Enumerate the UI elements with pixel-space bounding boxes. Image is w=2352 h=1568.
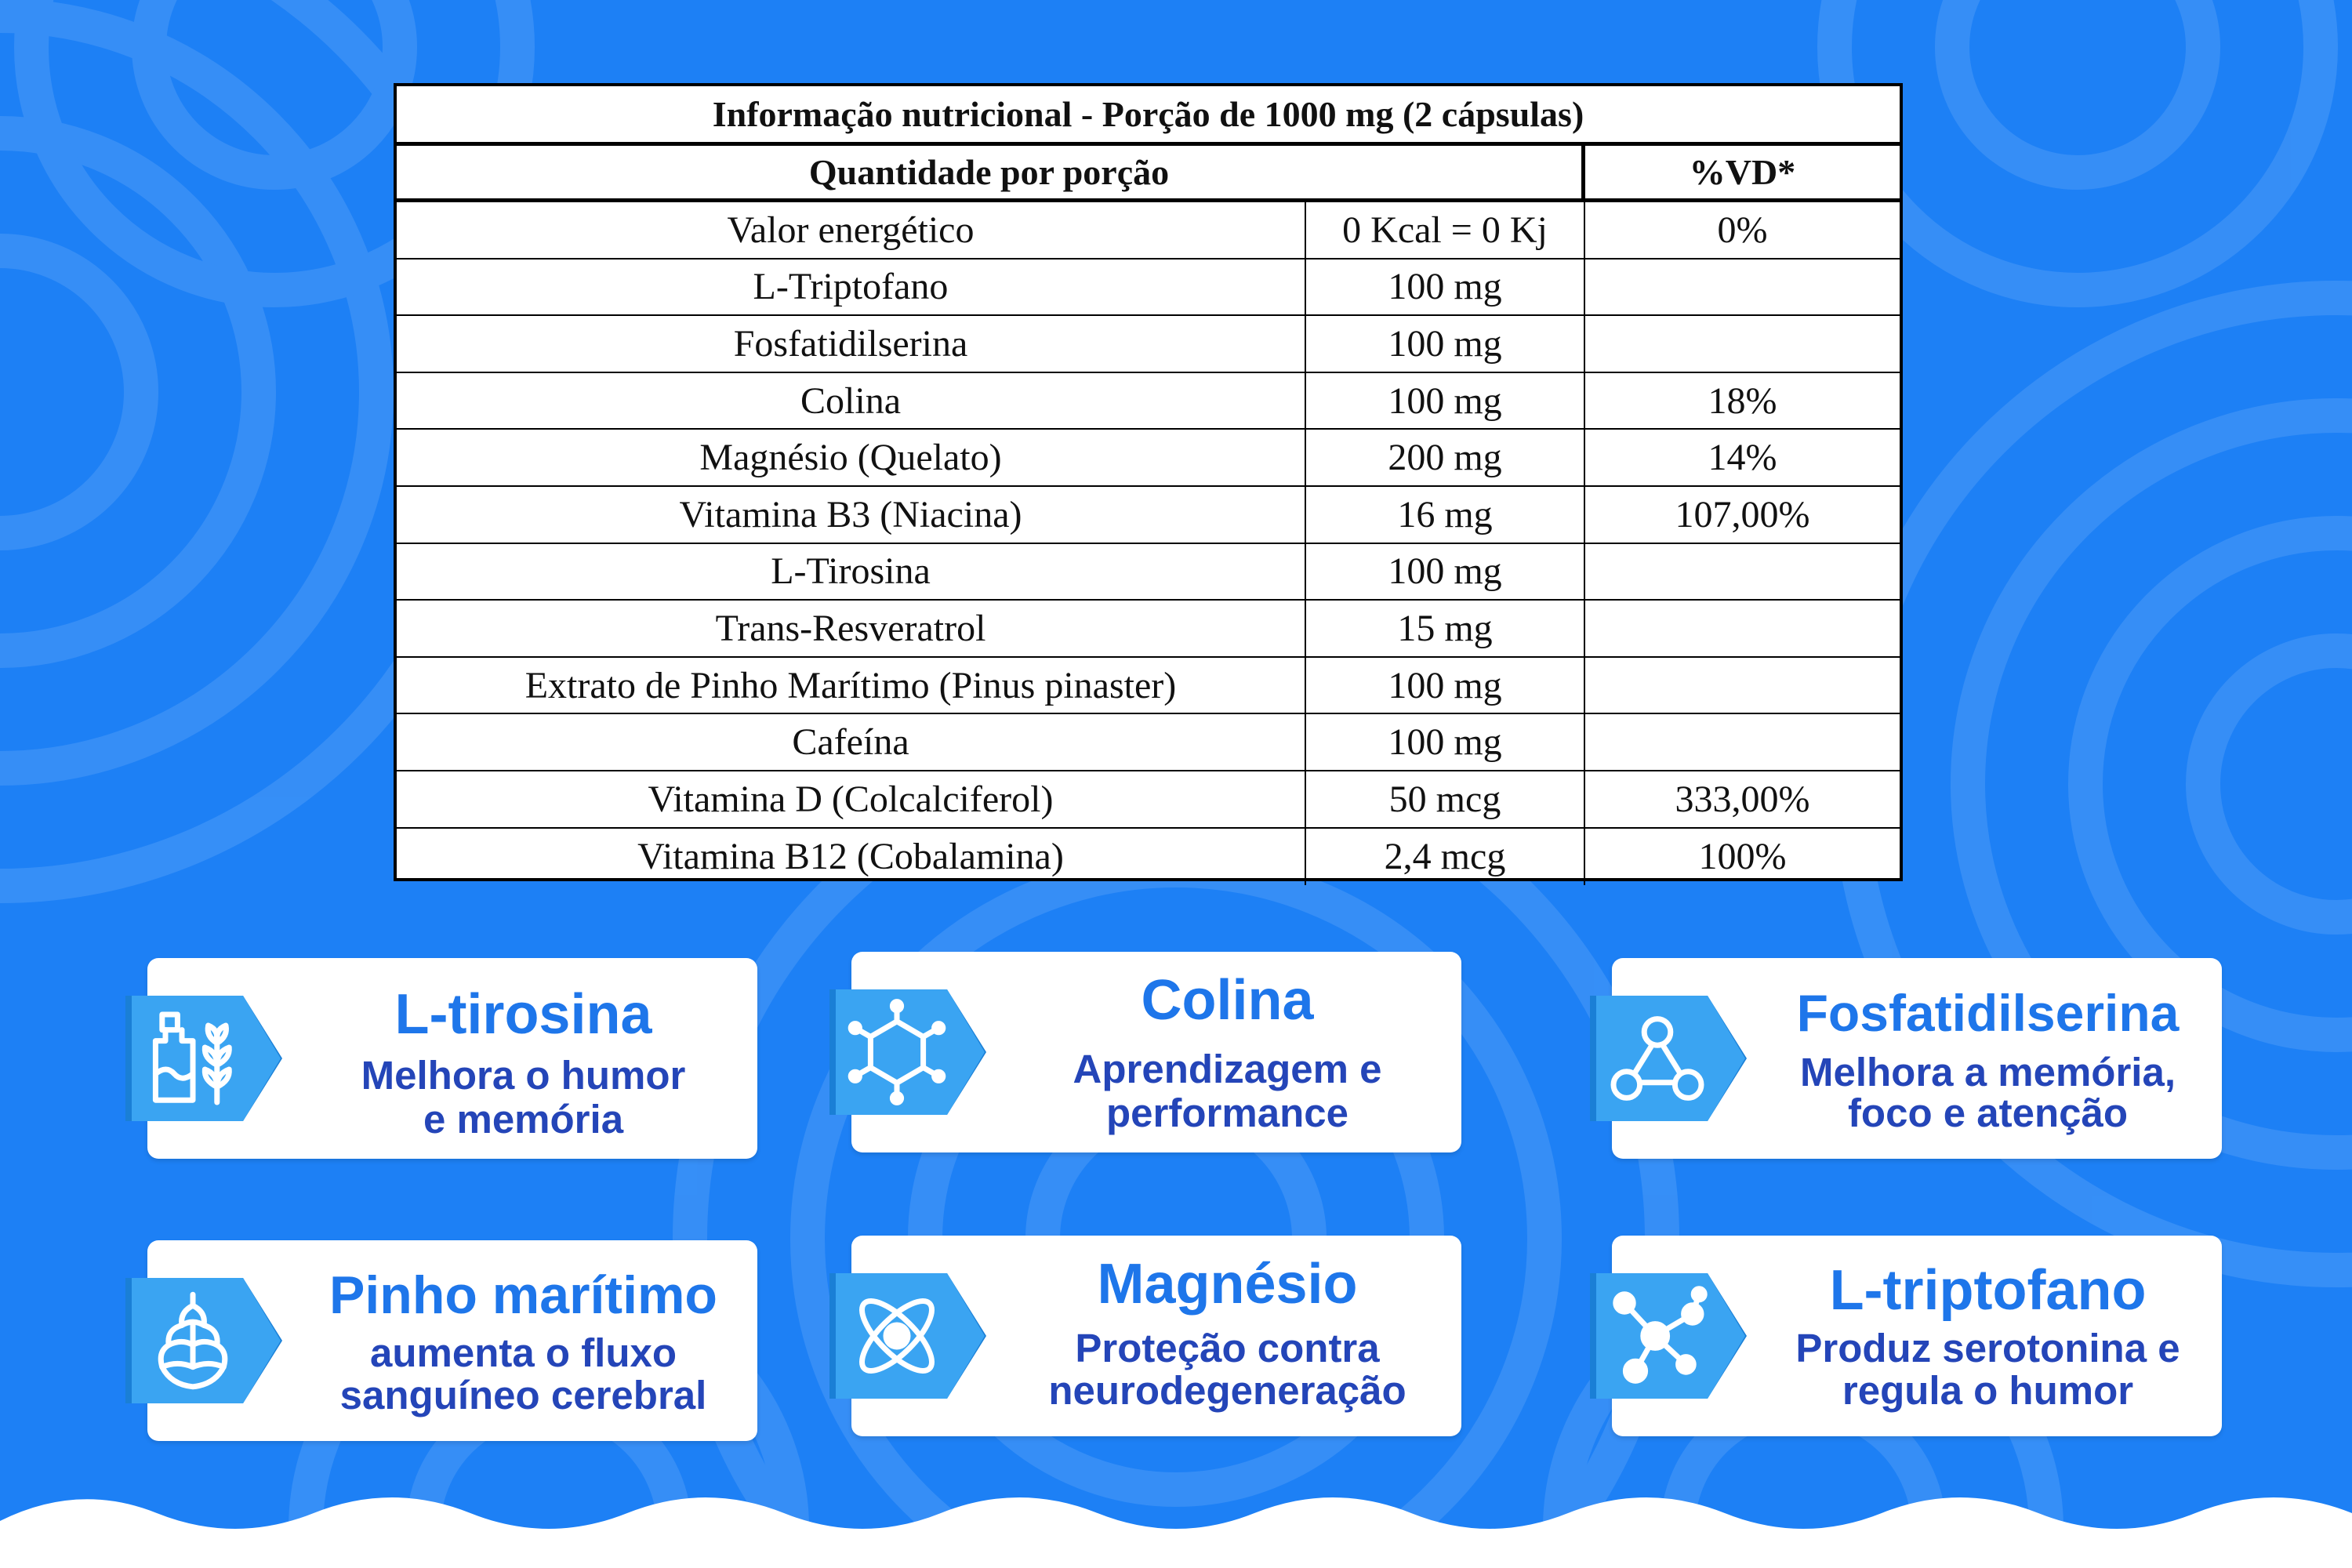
pine-cone-icon	[138, 1286, 248, 1396]
card-title: L-triptofano	[1829, 1259, 2147, 1322]
card-description-line2: e memória	[423, 1097, 624, 1142]
table-row	[397, 316, 1900, 373]
nutrient-name: Colina	[397, 373, 1306, 429]
nutrient-name: Fosfatidilserina	[397, 316, 1306, 372]
table-row	[397, 544, 1900, 601]
nutrient-amount: 100 mg	[1306, 316, 1585, 372]
table-row	[397, 601, 1900, 658]
nutrient-amount: 100 mg	[1306, 373, 1585, 429]
table-row	[397, 202, 1900, 260]
card-description-line2: performance	[1106, 1091, 1348, 1135]
nutrient-amount: 100 mg	[1306, 714, 1585, 770]
card-title: L-tirosina	[394, 983, 652, 1046]
nutrient-amount: 100 mg	[1306, 544, 1585, 600]
nutrient-vd	[1585, 544, 1900, 600]
table-row	[397, 658, 1900, 715]
nutrient-vd	[1585, 658, 1900, 713]
nutrient-name: Valor energético	[397, 202, 1306, 258]
nutrient-vd: 107,00%	[1675, 493, 1810, 535]
table-row	[397, 714, 1900, 771]
nutrient-amount: 15 mg	[1306, 601, 1585, 656]
nutrient-name: L-Triptofano	[397, 260, 1306, 315]
nutrient-amount: 16 mg	[1306, 487, 1585, 543]
card-description-line1: Produz serotonina e	[1795, 1326, 2180, 1370]
nutrient-name: Vitamina D (Colcalciferol)	[397, 771, 1306, 827]
card-description-line1: aumenta o fluxo	[369, 1330, 677, 1375]
card-badge	[829, 989, 986, 1115]
card-title: Magnésio	[1097, 1253, 1358, 1316]
card-description-line1: Proteção contra	[1075, 1326, 1380, 1370]
nutrient-amount: 0 Kcal = 0 Kj	[1306, 202, 1585, 258]
nutrient-name: Magnésio (Quelato)	[397, 430, 1306, 485]
card-title: Fosfatidilserina	[1796, 984, 2180, 1042]
nutrient-vd	[1585, 601, 1900, 656]
bottom-wave	[0, 1474, 2352, 1568]
vd-header: %VD*	[1689, 152, 1796, 192]
card-description-line2: foco e atenção	[1847, 1091, 2129, 1135]
card-description-line1: Aprendizagem e	[1073, 1047, 1382, 1091]
table-row	[397, 430, 1900, 487]
table-row	[397, 487, 1900, 544]
nutrient-amount: 100 mg	[1306, 658, 1585, 713]
nutrient-name: Trans-Resveratrol	[397, 601, 1306, 656]
card-badge	[829, 1273, 986, 1399]
card-badge	[1590, 996, 1747, 1121]
nutrient-name: Extrato de Pinho Marítimo (Pinus pinaster)	[397, 658, 1306, 713]
nutrient-vd	[1585, 260, 1900, 315]
card-description-line2: sanguíneo cerebral	[339, 1373, 707, 1417]
nutrient-amount: 50 mcg	[1306, 771, 1585, 827]
molecule-network-icon	[1602, 1281, 1712, 1391]
card-description-line2: neurodegeneração	[1048, 1368, 1406, 1413]
nutrient-vd	[1585, 714, 1900, 770]
atom-icon	[842, 1281, 952, 1391]
table-title: Informação nutricional - Porção de 1000 mg (2 cápsulas)	[712, 94, 1584, 134]
nutrient-vd: 0%	[1717, 209, 1768, 251]
nutrient-amount: 200 mg	[1306, 430, 1585, 485]
card-description-line1: Melhora a memória,	[1800, 1050, 2176, 1094]
nutrient-name: L-Tirosina	[397, 544, 1306, 600]
card-badge	[125, 996, 282, 1121]
nutrient-vd: 18%	[1708, 379, 1777, 422]
nutrient-vd	[1585, 316, 1900, 372]
nutrient-name: Cafeína	[397, 714, 1306, 770]
table-row	[397, 260, 1900, 317]
card-title: Pinho marítimo	[329, 1265, 717, 1325]
card-title: Colina	[1141, 969, 1314, 1032]
card-badge	[1590, 1273, 1747, 1399]
card-description-line2: regula o humor	[1842, 1368, 2134, 1413]
nutrient-vd: 100%	[1698, 836, 1787, 878]
nutrient-vd: 14%	[1708, 437, 1777, 479]
nutrition-table	[394, 83, 1903, 881]
nutrient-amount: 100 mg	[1306, 260, 1585, 315]
table-row	[397, 829, 1900, 886]
table-title-row	[397, 86, 1900, 146]
nutrient-name: Vitamina B3 (Niacina)	[397, 487, 1306, 543]
card-badge	[125, 1278, 282, 1403]
quantity-header: Quantidade por porção	[397, 146, 1585, 198]
table-row	[397, 771, 1900, 829]
nutrient-amount: 2,4 mcg	[1306, 829, 1585, 886]
molecule-triangle-icon	[1602, 1004, 1712, 1113]
nutrient-name: Vitamina B12 (Cobalamina)	[397, 829, 1306, 886]
card-description-line1: Melhora o humor	[361, 1053, 686, 1098]
nutrient-vd: 333,00%	[1675, 778, 1810, 820]
table-header-row	[397, 146, 1900, 202]
molecule-hexagon-icon	[842, 997, 952, 1107]
table-row	[397, 373, 1900, 430]
dropper-wheat-icon	[138, 1004, 248, 1113]
